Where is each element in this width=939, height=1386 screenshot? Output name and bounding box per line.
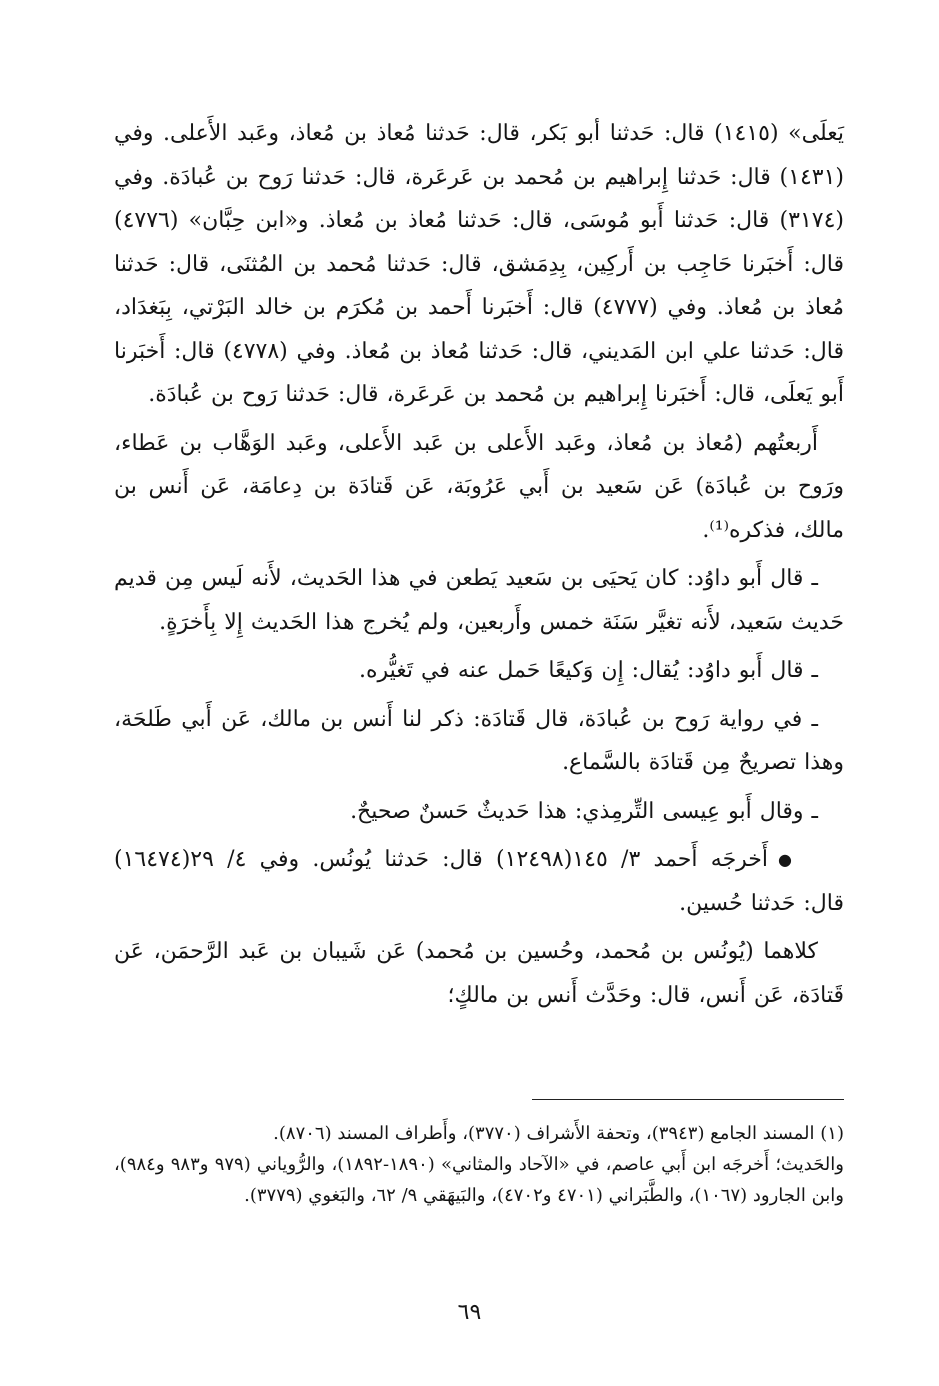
- footnote-1-continuation: والحَديث؛ أَخرجَه ابن أَبي عاصم، في «الآحاد والمثاني» (١٨٩٠-١٨٩٢)، والرُّوياني (٩٧٩ و٩٨٣ و٩٨٤)، وابن الجارود (١٠٦٧)، والطَّبَراني (٤٧٠١ و٤٧٠٢)، والبَيهَقي ٩/ ٦٢، والبَغوي (٣٧٧٩).: [114, 1154, 844, 1206]
- paragraph-ahmad: [114, 838, 844, 925]
- footnotes: [114, 1118, 844, 1211]
- paragraph-abu-dawud-2: ـ قال أَبو داوُد: يُقال: إِن وَكيعًا حَمل عنه في تَغيُّره.: [358, 658, 818, 683]
- paragraph-isnad: يَعلَى» (١٤١٥) قال: حَدثنا أبو بَكر، قال: حَدثنا مُعاذ بن مُعاذ، وعَبد الأَعلى. وفي (١٤٣١) قال: حَدثنا إِبراهيم بن مُحمد بن عَرعَرة، قال: حَدثنا رَوح بن عُبادَة. وفي (٣١٧٤) قال: حَدثنا أَبو مُوسَى، قال: حَدثنا مُعاذ بن مُعاذ. و«ابن حِبَّان» (٤٧٧٦) قال: أَخبَرنا حَاجِب بن أَركِين، بِدِمَشق، قال: حَدثنا مُحمد بن المُثنَى، قال: حَدثنا مُعاذ بن مُعاذ. وفي (٤٧٧٧) قال: أَخبَرنا أَحمد بن مُكرَم بن خالد البَرْتي، بِبَغدَاد، قال: حَدثنا علي ابن المَديني، قال: حَدثنا مُعاذ بن مُعاذ. وفي (٤٧٧٨) قال: أَخبَرنا أَبو يَعلَى، قال: أَخبَرنا إِبراهيم بن مُحمد بن عَرعَرة، قال: حَدثنا رَوح بن عُبادَة.: [114, 121, 844, 407]
- main-text: [114, 112, 844, 1022]
- paragraph-abu-dawud-1: ـ قال أَبو داوُد: كان يَحيَى بن سَعيد يَطعن في هذا الحَديث، لأَنه لَيس مِن قديم حَديث سَعيد، لأَنه تغيَّر سَنَة خمس وأَربعين، ولم يُخرج هذا الحَديث إِلا بِأَخرَةٍ.: [114, 566, 844, 635]
- paragraph-rawh-riwaya: ـ في رواية رَوح بن عُبادَة، قال قَتادَة: ذكر لنا أَنس بن مالك، عَن أَبي طَلحَة، وهذا تصريحٌ مِن قَتادَة بالسَّماع.: [114, 706, 844, 775]
- bullet-icon: ●: [778, 850, 792, 870]
- paragraph-ahmad-text: أَخرجَه أَحمد ٣/ ١٤٥(١٢٤٩٨) قال: حَدثنا يُونُس. وفي ٤/ ٢٩(١٦٤٧٤) قال: حَدثنا حُسين.: [114, 847, 844, 916]
- paragraph-narrators: أَربعتُهم (مُعاذ بن مُعاذ، وعَبد الأَعلى بن عَبد الأَعلى، وعَبد الوَهَّاب بن عَطاء، ورَوح بن عُبادَة) عَن سَعيد بن أَبي عَرُوبَة، عَن قَتادَة بن دِعامَة، عَن أَنس بن مالك، فذكره⁽¹⁾.: [114, 430, 844, 543]
- page-number: ٦٩: [457, 1300, 482, 1325]
- footnote-1: (١) المسند الجامع (٣٩٤٣)، وتحفة الأَشراف (٣٧٧٠)، وأَطراف المسند (٨٧٠٦).: [273, 1123, 844, 1144]
- paragraph-kilahuma: كلاهما (يُونُس بن مُحمد، وحُسين بن مُحمد) عَن شَيبان بن عَبد الرَّحمَن، عَن قَتادَة، عَن أَنس، قال: وحَدَّث أَنس بن مالكٍ؛: [114, 939, 844, 1008]
- footnote-divider: [532, 1099, 844, 1100]
- paragraph-tirmidhi: ـ وقال أَبو عِيسى التِّرمِذي: هذا حَديثٌ حَسنٌ صحيحٌ.: [350, 798, 818, 824]
